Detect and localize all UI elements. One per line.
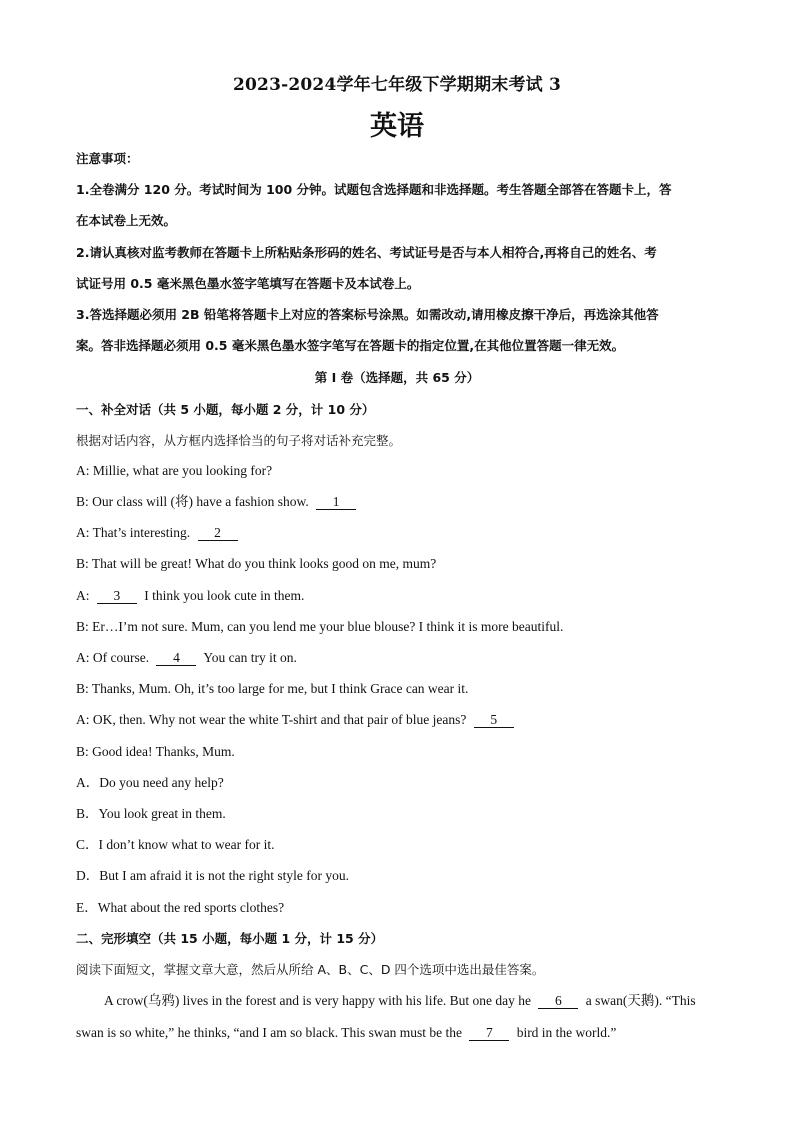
passage-line (104, 993, 696, 1009)
notice-line: 试证号用 0.5 毫米黑色墨水签字笔填写在答题卡及本试卷上。 (76, 276, 420, 291)
volume-heading: 第 I 卷（选择题，共 65 分） (314, 370, 480, 385)
exam-title: 2023-2024学年七年级下学期期末考试 3 (232, 75, 562, 95)
dialogue-text: A: Of course. (76, 650, 150, 665)
dialogue-line (76, 619, 563, 635)
exam-subject: 英语 (370, 111, 424, 142)
notice-heading: 注意事项： (76, 151, 139, 166)
passage-text: swan is so white,” he thinks, “and I am so black. This swan must be the (76, 1025, 462, 1040)
dialogue-text: You can try it on. (203, 650, 297, 665)
dialogue-text: B: Good idea! Thanks, Mum. (76, 744, 235, 759)
dialogue-text: A: (76, 588, 90, 603)
dialogue-text: A: OK, then. Why not wear the white T-shirt and that pair of blue jeans? (76, 712, 467, 727)
passage-line (76, 1025, 616, 1041)
section1-instruction: 根据对话内容，从方框内选择恰当的句子将对话补充完整。 (76, 433, 402, 448)
option-item: D．But I am afraid it is not the right style for you. (76, 868, 349, 883)
passage-text: bird in the world.” (516, 1025, 617, 1040)
dialogue-text: B: Our class will (将) have a fashion show. (76, 494, 309, 509)
section1-heading: 一、补全对话（共 5 小题，每小题 2 分，计 10 分） (76, 402, 375, 417)
dialogue-text: I think you look cute in them. (144, 588, 305, 603)
answer-blank[interactable]: 6 (538, 994, 578, 1009)
answer-blank[interactable]: 3 (97, 589, 137, 604)
notice-line: 1.全卷满分 120 分。考试时间为 100 分钟。试题包含选择题和非选择题。考生答题全部答在答题卡上，答 (76, 182, 672, 197)
dialogue-line (76, 744, 235, 760)
dialogue-text: B: Thanks, Mum. Oh, it’s too large for me, but I think Grace can wear it. (76, 681, 469, 696)
passage-text: A crow(乌鸦) lives in the forest and is very happy with his life. But one day he (104, 993, 532, 1008)
answer-blank[interactable]: 7 (469, 1026, 509, 1041)
notice-line: 案。答非选择题必须用 0.5 毫米黑色墨水签字笔写在答题卡的指定位置,在其他位置答题一律无效。 (76, 338, 625, 353)
option-item: B．You look great in them. (76, 806, 226, 821)
dialogue-line (76, 556, 436, 572)
dialogue-line (76, 588, 304, 604)
option-item: E．What about the red sports clothes? (76, 900, 285, 915)
dialogue-text: B: That will be great! What do you think looks good on me, mum? (76, 556, 437, 571)
dialogue-text: A: That’s interesting. (76, 525, 191, 540)
answer-blank[interactable]: 2 (198, 526, 238, 541)
dialogue-text: A: Millie, what are you looking for? (76, 463, 273, 478)
dialogue-line (76, 681, 468, 697)
notice-line: 3.答选择题必须用 2B 铅笔将答题卡上对应的答案标号涂黑。如需改动,请用橡皮擦干净后，再选涂其他答 (76, 307, 659, 322)
dialogue-line (76, 463, 272, 479)
option-item: A．Do you need any help? (76, 775, 224, 790)
dialogue-line (76, 525, 242, 541)
dialogue-text: B: Er…I’m not sure. Mum, can you lend me your blue blouse? I think it is more beautiful. (76, 619, 564, 634)
answer-blank[interactable]: 1 (316, 495, 356, 510)
option-item: C．I don’t know what to wear for it. (76, 837, 275, 852)
answer-blank[interactable]: 5 (474, 713, 514, 728)
section2-heading: 二、完形填空（共 15 小题，每小题 1 分，计 15 分） (76, 931, 384, 946)
dialogue-line (76, 494, 360, 510)
notice-line: 在本试卷上无效。 (76, 213, 177, 228)
answer-blank[interactable]: 4 (156, 651, 196, 666)
passage-text: a swan(天鹅). “This (585, 993, 696, 1008)
dialogue-line (76, 650, 297, 666)
section2-instruction: 阅读下面短文，掌握文章大意，然后从所给 A、B、C、D 四个选项中选出最佳答案。 (76, 962, 545, 977)
notice-line: 2.请认真核对监考教师在答题卡上所粘贴条形码的姓名、考试证号是否与本人相符合,再将自己的姓名、考 (76, 245, 657, 260)
dialogue-line (76, 712, 518, 728)
